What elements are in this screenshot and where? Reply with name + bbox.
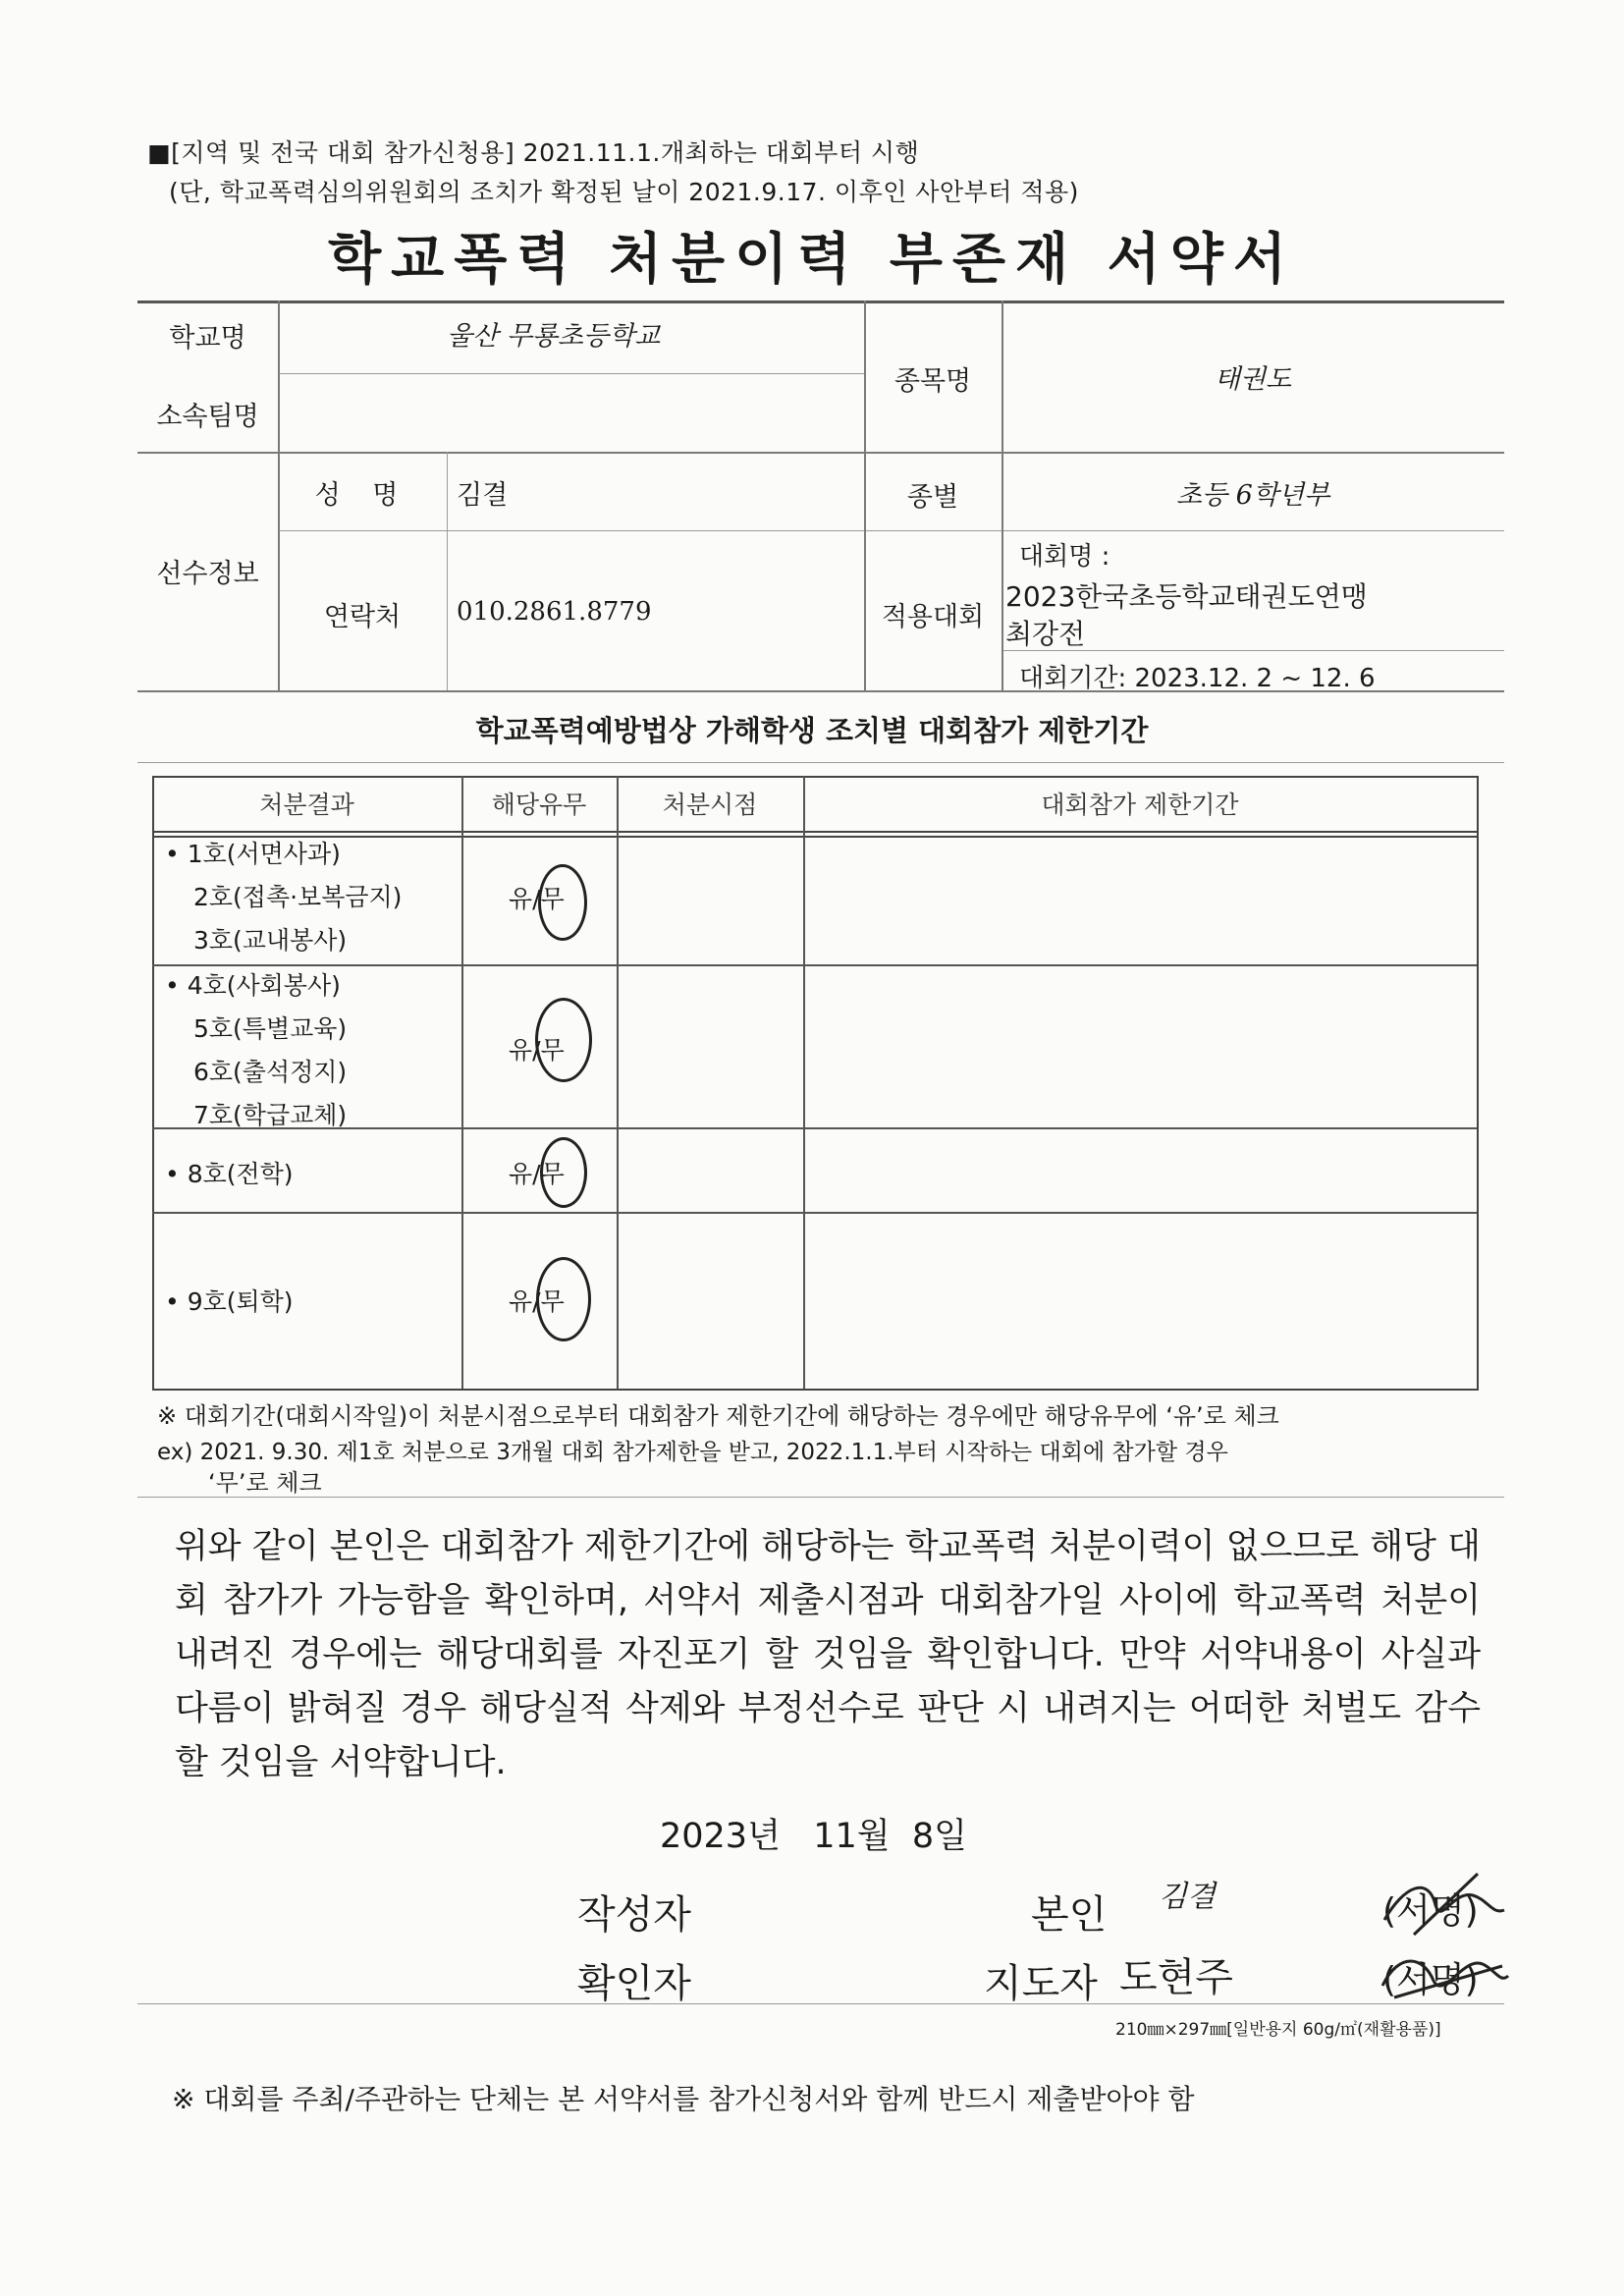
confirmer-handwritten-name: 도현주	[1119, 1955, 1233, 2000]
col-header-period: 대회참가 제한기간	[1041, 791, 1239, 819]
row2-item1: • 4호(사회봉사)	[165, 971, 341, 1000]
school-label: 학교명	[169, 323, 246, 354]
category-value: 초등 6학년부	[1175, 480, 1330, 511]
competition-name-line1: 2023한국초등학교태권도연맹	[1005, 580, 1368, 613]
competition-period: 대회기간: 2023.12. 2 ~ 12. 6	[1019, 664, 1376, 693]
row3-item1: • 8호(전학)	[165, 1160, 294, 1188]
row1-check[interactable]: 유/무	[509, 885, 565, 913]
row1-item2: 2호(접촉·보복금지)	[193, 883, 403, 911]
category-label: 종별	[906, 482, 959, 513]
competition-label: 적용대회	[881, 602, 985, 632]
row4-circle-mark	[536, 1257, 591, 1341]
name-value: 김결	[457, 480, 509, 511]
row1-item1: • 1호(서면사과)	[165, 840, 341, 868]
writer-sign-mark: (서명)	[1382, 1891, 1479, 1932]
row2-check[interactable]: 유/무	[509, 1036, 565, 1065]
paper-spec: 210㎜×297㎜[일반용지 60g/㎡(재활용품)]	[1115, 2020, 1441, 2040]
athlete-info-label: 선수정보	[156, 559, 259, 589]
footer-note: ※ 대회를 주최/주관하는 단체는 본 서약서를 참가신청서와 함께 반드시 제출받아야 함	[172, 2083, 1195, 2115]
name-label: 성 명	[314, 480, 410, 511]
row2-circle-mark	[535, 998, 592, 1082]
row1-item3: 3호(교내봉사)	[193, 926, 348, 955]
confirmer-sign-mark: (서명)	[1382, 1960, 1479, 2000]
note-3: ‘무’로 체크	[208, 1469, 322, 1497]
competition-name-label: 대회명 :	[1019, 542, 1110, 572]
school-value: 울산 무룡초등학교	[447, 321, 661, 352]
note-2: ex) 2021. 9.30. 제1호 처분으로 3개월 대회 참가제한을 받고, 2022.1.1.부터 시작하는 대회에 참가할 경우	[157, 1440, 1228, 1465]
contact-value: 010.2861.8779	[457, 597, 652, 627]
header-line-1: ■[지역 및 전국 대회 참가신청용] 2021.11.1.개최하는 대회부터 시행	[147, 138, 920, 167]
row2-item2: 5호(특별교육)	[193, 1014, 348, 1043]
confirmer-role: 지도자	[984, 1961, 1098, 2006]
row3-circle-mark	[540, 1137, 587, 1208]
page-title: 학교폭력 처분이력 부존재 서약서	[328, 228, 1296, 292]
row2-item3: 6호(출석정지)	[193, 1058, 348, 1086]
header-line-2: (단, 학교폭력심의위원회의 조치가 확정된 날이 2021.9.17. 이후인 사안부터 적용)	[169, 178, 1079, 206]
date: 2023년 11월 8일	[660, 1817, 967, 1856]
row1-circle-mark	[538, 864, 587, 941]
note-1: ※ 대회기간(대회시작일)이 처분시점으로부터 대회참가 제한기간에 해당하는 경우에만 해당유무에 ‘유’로 체크	[157, 1402, 1279, 1430]
row3-check[interactable]: 유/무	[509, 1160, 565, 1188]
pledge-text: 위와 같이 본인은 대회참가 제한기간에 해당하는 학교폭력 처분이력이 없으므로 해당 대회 참가가 가능함을 확인하며, 서약서 제출시점과 대회참가일 사이에 학교폭력 처분이 내려진 경우에는 해당대회를 자진포기 할 것임을 확인합니다. 만약 서약내용이 사실과 다름이 밝혀질 경우 해당실적 삭제와 부정선수로 판단 시 내려지는 어떠한 처벌도 감수할 것임을 서약합니다.	[175, 1527, 1481, 1782]
col-header-applicable: 해당유무	[491, 791, 587, 819]
sport-label: 종목명	[893, 366, 972, 397]
writer-label: 작성자	[577, 1892, 691, 1938]
competition-name-line2: 최강전	[1005, 618, 1086, 650]
row4-item1: • 9호(퇴학)	[165, 1287, 294, 1316]
col-header-result: 처분결과	[259, 791, 354, 819]
confirmer-label: 확인자	[577, 1961, 691, 2006]
writer-handwritten-name: 김결	[1159, 1880, 1216, 1914]
row2-item4: 7호(학급교체)	[193, 1101, 348, 1129]
sport-value: 태권도	[1214, 364, 1292, 395]
row4-check[interactable]: 유/무	[509, 1287, 565, 1316]
writer-role: 본인	[1031, 1892, 1108, 1938]
section-title: 학교폭력예방법상 가해학생 조치별 대회참가 제한기간	[475, 714, 1149, 747]
contact-label: 연락처	[323, 602, 402, 632]
col-header-time: 처분시점	[662, 791, 758, 819]
team-label: 소속팀명	[156, 402, 259, 432]
writer-signature-scribble	[1375, 1866, 1512, 1944]
